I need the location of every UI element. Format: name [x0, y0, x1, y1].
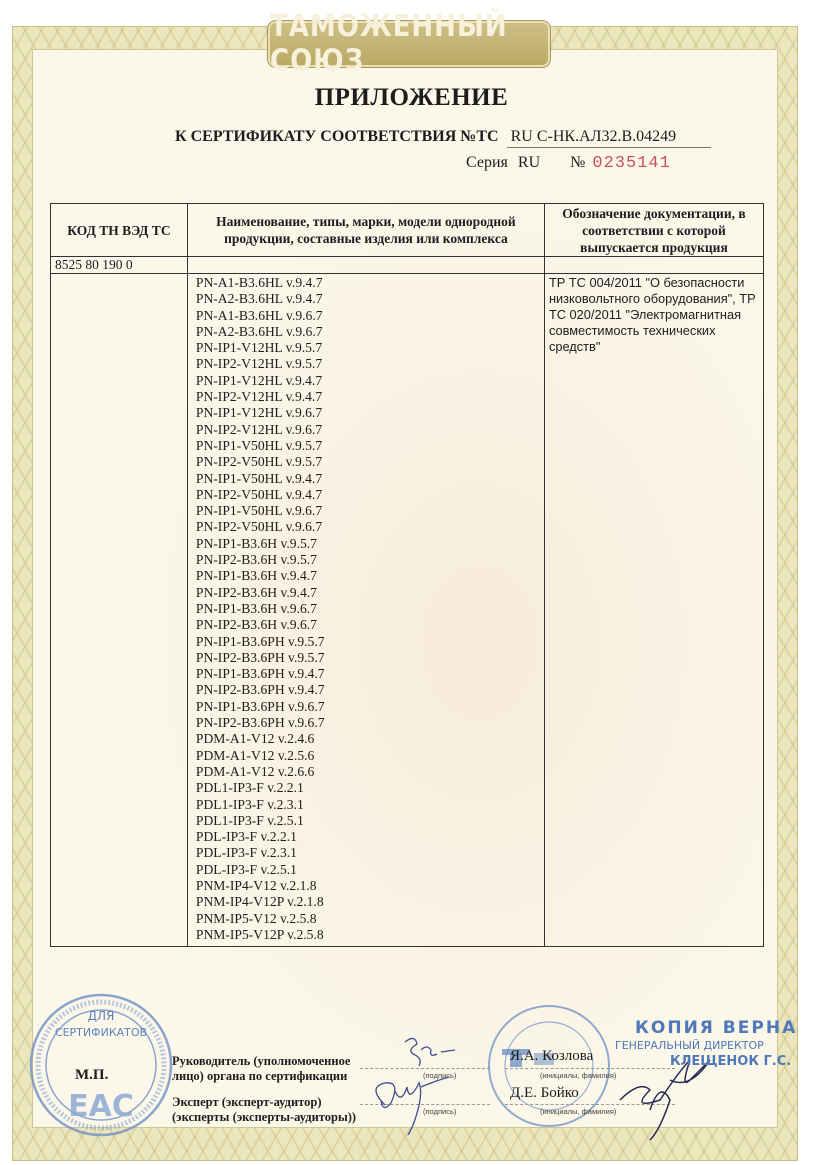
customs-union-banner: [268, 9, 550, 79]
product-list: [187, 274, 544, 947]
product-item: PN-IP1-V12HL v.9.6.7: [195, 405, 323, 421]
documentation-text: ТР ТС 004/2011 "О безопасности низковольтного оборудования", ТР ТС 020/2011 "Электромагнитная совместимость технических средств": [544, 274, 763, 947]
product-item: PN-IP1-B3.6H v.9.4.7: [195, 568, 317, 584]
banner-text: ТАМОЖЕННЫЙ СОЮЗ: [270, 9, 508, 79]
product-item: PNM-IP4-V12 v.2.1.8: [195, 877, 317, 893]
product-item: PN-IP2-V50HL v.9.6.7: [195, 519, 323, 535]
product-item: PN-IP1-V50HL v.9.6.7: [195, 503, 323, 519]
product-item: PDL-IP3-F v.2.3.1: [195, 845, 297, 861]
product-item: PN-IP2-B3.6H v.9.4.7: [195, 584, 317, 600]
expert-label-line-2: (эксперты (эксперты-аудиторы)): [172, 1110, 357, 1124]
head-signature-hint: (подпись): [423, 1071, 457, 1080]
head-label-line-1: Руководитель (уполномоченное: [172, 1054, 351, 1068]
product-item: PN-A1-B3.6HL v.9.4.7: [195, 275, 323, 290]
product-item: PDM-A1-V12 v.2.4.6: [195, 731, 315, 747]
head-initials-hint: (инициалы, фамилия): [540, 1071, 617, 1080]
product-item: PN-IP2-V12HL v.9.5.7: [195, 356, 323, 372]
copy-stamp-line-1: КОПИЯ ВЕРНА: [635, 1018, 798, 1038]
head-signature: [395, 1030, 475, 1070]
product-item: PN-IP1-B3.6PH v.9.4.7: [195, 666, 325, 682]
product-item: PN-IP1-B3.6H v.9.5.7: [195, 535, 317, 551]
empty-cell: [544, 257, 763, 274]
product-item: PN-IP2-V50HL v.9.4.7: [195, 486, 323, 502]
product-item: PDL-IP3-F v.2.5.1: [195, 861, 297, 877]
product-item: PN-IP2-B3.6PH v.9.4.7: [195, 682, 325, 698]
product-item: PN-IP1-B3.6PH v.9.5.7: [195, 633, 325, 649]
product-item: PDL1-IP3-F v.2.2.1: [195, 780, 304, 796]
product-item: PN-A1-B3.6HL v.9.6.7: [195, 307, 323, 323]
certificate-number: RU С-НК.АЛ32.В.04249: [507, 128, 711, 148]
product-item: PN-IP2-B3.6PH v.9.5.7: [195, 649, 325, 665]
series-line: [466, 154, 671, 173]
seal-text-top: ДЛЯ: [87, 1009, 115, 1023]
header-code: КОД ТН ВЭД ТС: [51, 204, 188, 257]
copy-stamp-line-2: ГЕНЕРАЛЬНЫЙ ДИРЕКТОР: [615, 1039, 764, 1052]
product-item: PNM-IP4-V12P v.2.1.8: [195, 894, 324, 910]
serial-number: 0235141: [592, 154, 671, 173]
product-item: PDM-A1-V12 v.2.5.6: [195, 747, 315, 763]
copy-stamp-line-3: КЛЕЩЕНОК Г.С.: [670, 1054, 792, 1069]
product-item: PN-IP1-B3.6H v.9.6.7: [195, 600, 317, 616]
product-item: PNM-IP5-V12 v.2.5.8: [195, 910, 317, 926]
series-label: Серия: [466, 154, 508, 171]
expert-label-line-1: Эксперт (эксперт-аудитор): [172, 1095, 322, 1109]
header-products: Наименование, типы, марки, модели однородной продукции, составные изделия или комплекса: [187, 204, 544, 257]
product-item: PN-IP2-V50HL v.9.5.7: [195, 454, 323, 470]
table-header-row: [51, 204, 764, 257]
certification-body-seal: [26, 990, 176, 1140]
code-row: [51, 257, 764, 274]
series-value: RU: [517, 154, 541, 171]
product-item: PN-IP1-B3.6PH v.9.6.7: [195, 698, 325, 714]
head-label-line-2: лицо) органа по сертификации: [172, 1069, 348, 1083]
empty-cell: [187, 257, 544, 274]
product-item: PN-IP1-V50HL v.9.4.7: [195, 470, 323, 486]
product-item: PN-IP2-V12HL v.9.6.7: [195, 421, 323, 437]
expert-name: Д.Е. Бойко: [510, 1085, 579, 1101]
products-row: [51, 274, 764, 947]
product-item: PN-IP2-V12HL v.9.4.7: [195, 389, 323, 405]
expert-label: [172, 1095, 356, 1125]
product-item: PN-IP2-B3.6PH v.9.6.7: [195, 715, 325, 731]
seal-text-middle: СЕРТИФИКАТОВ: [54, 1026, 148, 1039]
page-title: ПРИЛОЖЕНИЕ: [314, 84, 509, 111]
product-item: PDL1-IP3-F v.2.3.1: [195, 796, 304, 812]
product-item: PDM-A1-V12 v.2.6.6: [195, 763, 315, 779]
product-item: PN-IP2-B3.6H v.9.6.7: [195, 617, 317, 633]
product-item: PDL-IP3-F v.2.2.1: [195, 829, 297, 845]
product-item: PN-IP1-V50HL v.9.5.7: [195, 437, 323, 453]
number-sign: №: [570, 154, 586, 171]
product-item: PN-A2-B3.6HL v.9.4.7: [195, 291, 323, 307]
eac-mark: ЕАС: [68, 1089, 134, 1124]
product-item: PN-IP1-V12HL v.9.5.7: [195, 340, 323, 356]
product-item: PN-IP1-V12HL v.9.4.7: [195, 372, 323, 388]
product-item: PN-A2-B3.6HL v.9.6.7: [195, 323, 323, 339]
product-item: PNM-IP5-V12P v.2.5.8: [195, 926, 324, 942]
tn-ved-code: 8525 80 190 0: [51, 257, 188, 274]
product-item: PDL1-IP3-F v.2.5.1: [195, 812, 304, 828]
product-item: PN-IP2-B3.6H v.9.5.7: [195, 552, 317, 568]
certificate-label: К СЕРТИФИКАТУ СООТВЕТСТВИЯ №ТС: [175, 128, 499, 145]
empty-cell: [51, 274, 188, 947]
expert-initials-hint: (инициалы, фамилия): [540, 1107, 617, 1116]
expert-signature-hint: (подпись): [423, 1107, 457, 1116]
seal-place-label: М.П.: [75, 1067, 109, 1083]
head-name: Я.А. Козлова: [510, 1048, 594, 1064]
true-copy-stamp: [615, 1020, 797, 1068]
products-table: [50, 203, 764, 947]
certificate-reference: [175, 128, 711, 148]
head-label: [172, 1054, 350, 1084]
header-documentation: Обозначение документации, в соответствии с которой выпускается продукция: [544, 204, 763, 257]
